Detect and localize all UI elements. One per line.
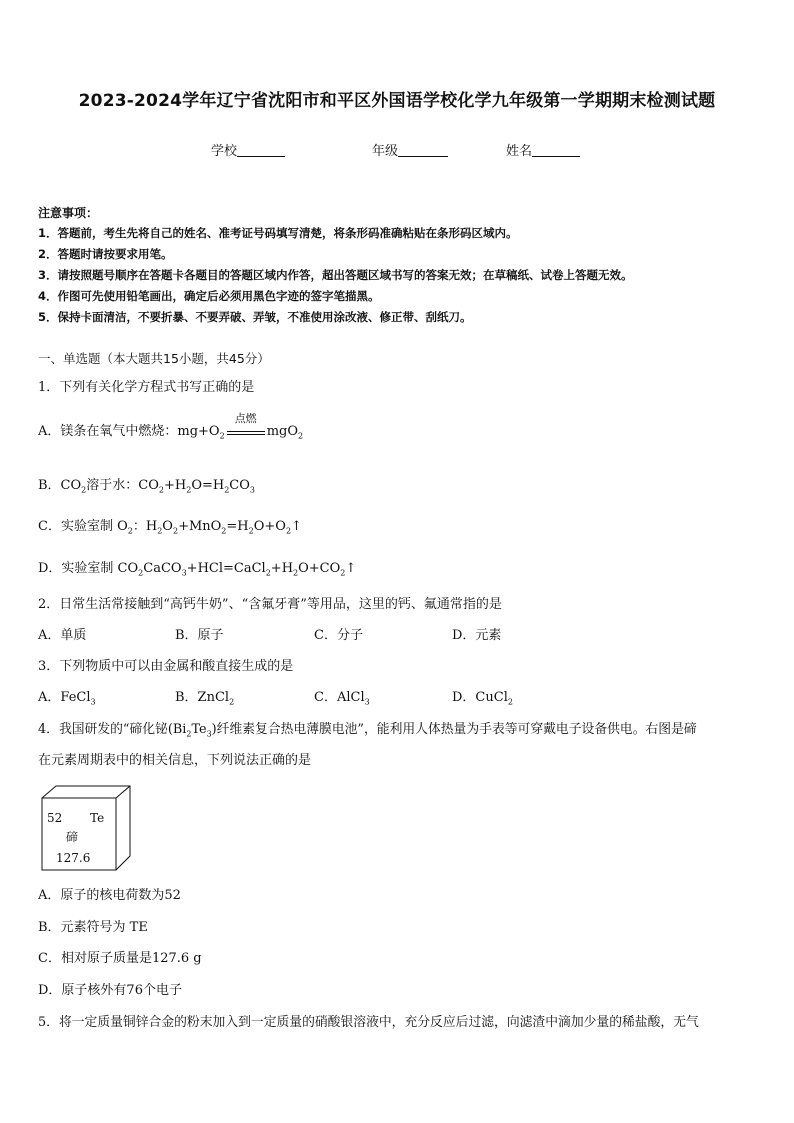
q3-option[interactable] — [452, 686, 513, 707]
q1-c-formula: $H_2O_2+MnO_2=H_2O+O_2$ — [145, 519, 292, 536]
grade-field[interactable] — [372, 140, 448, 159]
q1-c-prefix: C．实验室制 O — [38, 519, 128, 534]
q1-a-product: mgO$_2$ — [266, 424, 304, 441]
note-item: 3．请按照题号顺序在答题卡各题目的答题区域内作答，超出答题区域书写的答案无效；在草稿纸、试卷上答题无效。 — [38, 268, 633, 282]
q3-stem: 3．下列物质中可以由金属和酸直接生成的是 — [38, 659, 294, 674]
q4-option[interactable]: B．元素符号为 TE — [38, 920, 148, 935]
q2-option[interactable]: C．分子 — [314, 628, 363, 643]
q3-option-sub: 2 — [229, 697, 235, 707]
q3-option-text: C．AlCl — [314, 690, 365, 705]
note-item: 4．作图可先使用铅笔画出，确定后必须用黑色字迹的签字笔描黑。 — [38, 289, 380, 303]
grade-label: 年级 — [372, 144, 399, 159]
section-heading: 一、单选题（本大题共15小题，共45分） — [38, 351, 270, 366]
name-field[interactable] — [506, 140, 580, 159]
q3-option-text: A．FeCl — [38, 690, 91, 705]
name-label: 姓名 — [506, 144, 533, 159]
q4-stem-part: Te — [191, 722, 207, 737]
q1-a-formula: $mg+O_2$ — [177, 424, 225, 441]
q5-stem: 5．将一定质量铜锌合金的粉末加入到一定质量的硝酸银溶液中，充分反应后过滤，向滤渣中滴加少量的稀盐酸，无气 — [38, 1015, 699, 1030]
q1-stem: 1．下列有关化学方程式书写正确的是 — [38, 380, 255, 395]
q4-stem-part: )纤维素复合热电薄膜电池”，能利用人体热量为手表等可穿戴电子设备供电。右图是碲 — [211, 722, 697, 737]
q4-stem-line1: 4．我国研发的“碲化铋$(Bi_2Te_3)$纤维素复合热电薄膜电池”，能利用人体热量为手表等可穿戴电子设备供电。右图是碲 — [38, 722, 697, 739]
gas-arrow-icon: ↑ — [345, 561, 357, 576]
q4-stem-part: 4．我国研发的“碲化铋(Bi — [38, 722, 187, 737]
page-title: 2023-2024学年辽宁省沈阳市和平区外国语学校化学九年级第一学期期末检测试题 — [78, 91, 716, 111]
q3-option-sub: 3 — [90, 697, 96, 707]
q2-option[interactable]: B．原子 — [175, 628, 224, 643]
q1-d-formula: $CaCO_3+HCl=CaCl_2+H_2O+CO_2$ — [143, 561, 346, 578]
q4-option[interactable]: A．原子的核电荷数为52 — [38, 888, 181, 903]
q2-option[interactable]: A．单质 — [38, 628, 87, 643]
school-label: 学校 — [211, 144, 238, 159]
q3-option-text: D．CuCl — [452, 690, 508, 705]
note-item: 2．答题时请按要求用笔。 — [38, 247, 173, 261]
school-field[interactable] — [211, 140, 285, 159]
q3-option-sub: 2 — [507, 697, 513, 707]
q1-option-a[interactable] — [38, 412, 304, 441]
element-symbol: Te — [90, 811, 105, 825]
q1-option-b[interactable]: B．$CO_2$溶于水：$CO_2+H_2O=H_2CO_3$ — [38, 478, 255, 495]
q1-a-prefix: A．镁条在氧气中燃烧： — [38, 424, 178, 439]
q2-stem: 2．日常生活常接触到“高钙牛奶”、“含氟牙膏”等用品，这里的钙、氟通常指的是 — [38, 597, 502, 612]
q3-option[interactable] — [314, 686, 370, 707]
q4-stem-line2: 在元素周期表中的相关信息，下列说法正确的是 — [38, 753, 312, 768]
element-atomic-number: 52 — [47, 811, 63, 825]
q3-option[interactable] — [175, 686, 234, 707]
q1-b-mid: 溶于水： — [86, 478, 139, 493]
condition-label: 点燃 — [234, 412, 257, 425]
q3-option-sub: 3 — [364, 697, 370, 707]
q3-option[interactable] — [38, 686, 96, 707]
element-name: 碲 — [66, 830, 79, 844]
q1-d-prefix: D．实验室制 CO — [38, 561, 139, 576]
reaction-condition — [227, 412, 265, 435]
q2-option[interactable]: D．元素 — [452, 628, 502, 643]
q1-b-prefix: B．CO — [38, 478, 82, 493]
note-item: 1．答题前，考生先将自己的姓名、准考证号码填写清楚，将条形码准确粘贴在条形码区域内。 — [38, 226, 518, 240]
q4-option[interactable]: C．相对原子质量是127.6 g — [38, 951, 202, 966]
q1-c-mid: ： — [132, 519, 146, 534]
q4-option[interactable]: D．原子核外有76个电子 — [38, 983, 182, 998]
gas-arrow-icon: ↑ — [291, 519, 302, 534]
q1-option-d[interactable]: D．实验室制 $CO_2CaCO_3+HCl=CaCl_2+H_2O+CO_2↑$ — [38, 561, 357, 578]
q1-b-formula: $CO_2+H_2O=H_2CO_3$ — [138, 478, 255, 495]
notes-heading: 注意事项： — [38, 206, 99, 220]
element-atomic-mass: 127.6 — [56, 851, 91, 865]
q3-option-text: B．ZnCl — [175, 690, 230, 705]
q1-option-c[interactable]: C．实验室制 $O_2$：$H_2O_2+MnO_2=H_2O+O_2↑$ — [38, 519, 302, 536]
note-item: 5．保持卡面清洁，不要折暴、不要弄破、弄皱，不准使用涂改液、修正带、刮纸刀。 — [38, 310, 472, 324]
